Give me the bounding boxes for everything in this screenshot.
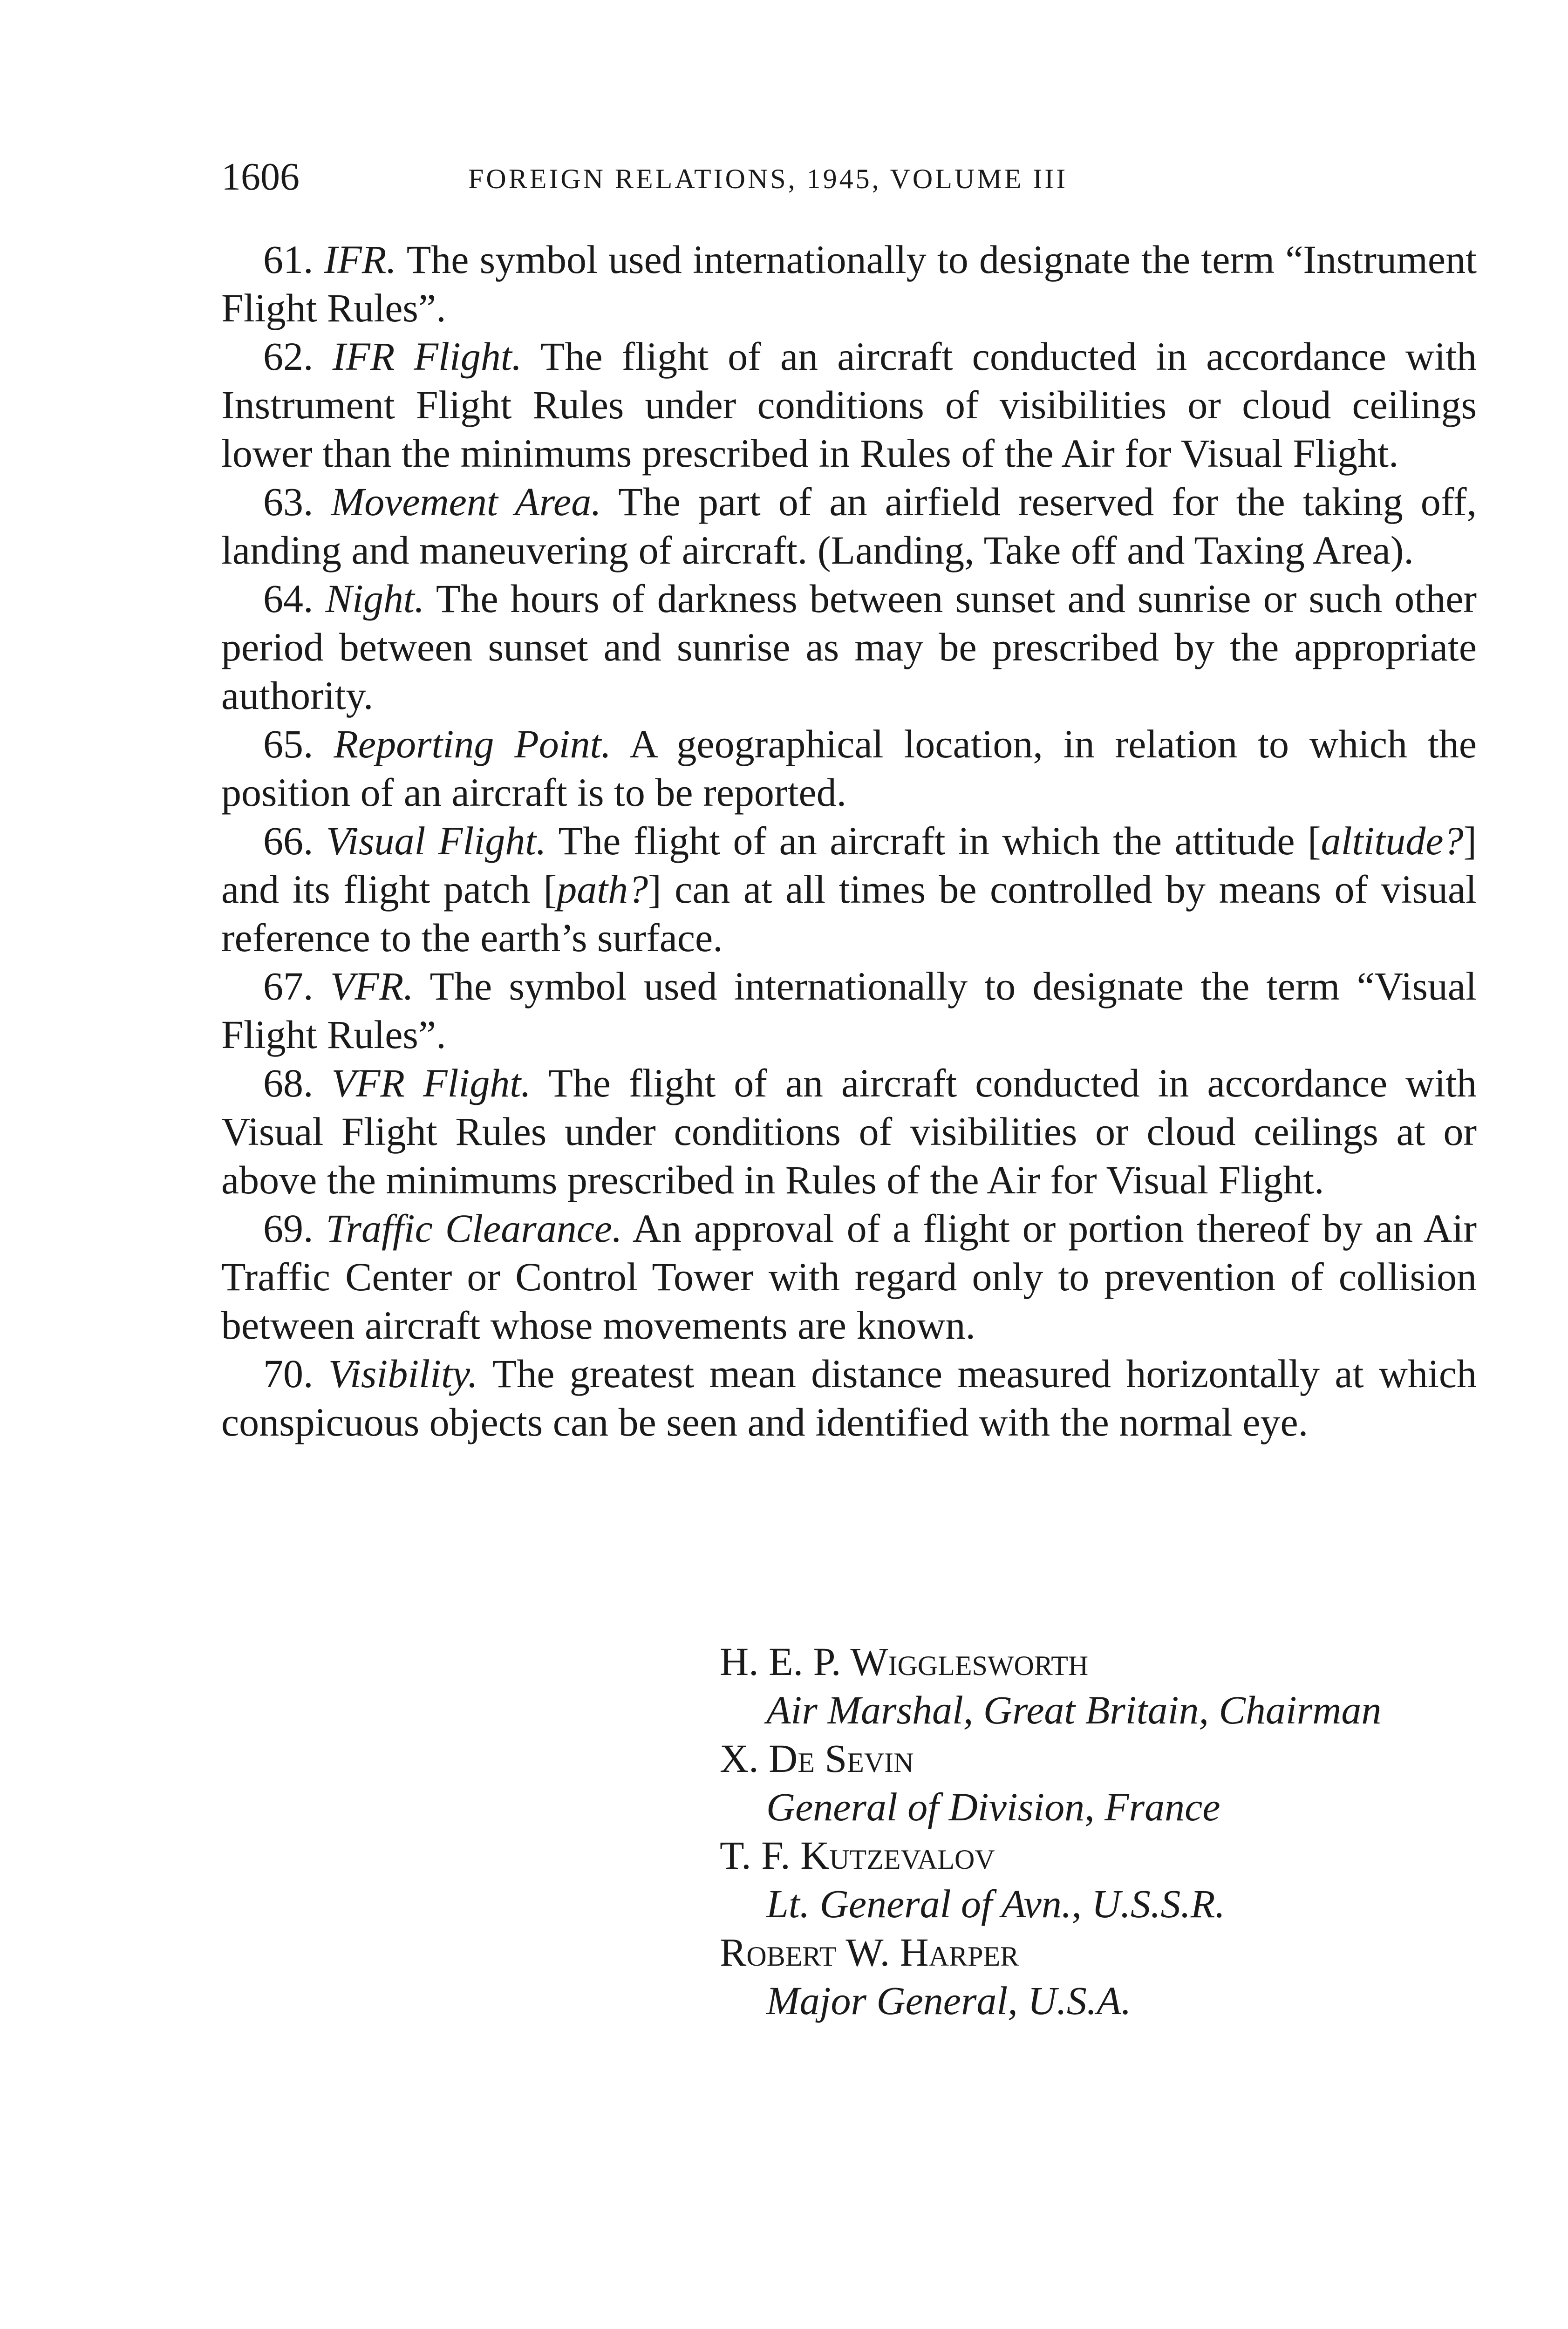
definition-entry — [221, 332, 1477, 477]
entry-text: An approval of a flight or portion thereof by an Air Traffic Center or Control Tower with regard only to prevention of collision between aircraft whose movements are known. — [221, 1206, 1477, 1348]
entry-text: The hours of darkness between sunset and sunrise or such other period between sunset and sunrise as may be prescribed by the appropriate authority. — [221, 576, 1477, 718]
page-number: 1606 — [221, 155, 300, 198]
entry-term: Movement Area. — [331, 479, 601, 524]
signatory-title: Lt. General of Avn., U.S.S.R. — [766, 1881, 1225, 1926]
entry-number: 61. — [263, 237, 314, 282]
entry-text-part: ] can at all times be controlled by means of visual reference to the earth’s surface. — [221, 867, 1477, 960]
entry-number: 68. — [263, 1061, 314, 1105]
entry-number: 63. — [263, 479, 314, 524]
entry-number: 65. — [263, 722, 314, 766]
entry-term: IFR Flight. — [332, 334, 522, 379]
entry-term: Reporting Point. — [334, 722, 612, 766]
editorial-note: path? — [557, 867, 648, 912]
definition-entry — [221, 1204, 1477, 1349]
signatory-title: Major General, U.S.A. — [766, 1978, 1132, 2023]
definition-entry — [221, 962, 1477, 1059]
entry-text: The part of an airfield reserved for the taking off, landing and maneuvering of aircraft. (Landing, Take off and Taxing Area). — [221, 479, 1477, 572]
definition-entry — [221, 1349, 1477, 1446]
entry-text: A geographical location, in relation to which the position of an aircraft is to be reported. — [221, 722, 1477, 815]
definition-entry — [221, 1059, 1477, 1204]
editorial-note: altitude? — [1321, 818, 1464, 863]
entry-text: The greatest mean distance measured horizontally at which conspicuous objects can be seen and identified with the normal eye. — [221, 1351, 1477, 1444]
entry-term: Visibility. — [328, 1351, 478, 1396]
entry-term: VFR Flight. — [331, 1061, 531, 1105]
entry-number: 70. — [263, 1351, 314, 1396]
entry-text-part: The flight of an aircraft in which the attitude [ — [558, 818, 1321, 863]
signatory-title: Air Marshal, Great Britain, Chairman — [766, 1688, 1382, 1732]
definition-entry — [221, 477, 1477, 574]
entry-text-part: ] and its flight patch [ — [221, 818, 1477, 912]
entry-number: 69. — [263, 1206, 314, 1251]
entry-term: Night. — [325, 576, 425, 621]
signatory-name: T. F. Kutzevalov — [720, 1833, 995, 1878]
signatory-name: Robert W. Harper — [720, 1930, 1019, 1975]
entry-text: The symbol used internationally to designate the term “Visual Flight Rules”. — [221, 964, 1477, 1057]
definition-entry — [221, 817, 1477, 962]
signatory-name: X. De Sevin — [720, 1736, 914, 1781]
signatory-title: General of Division, France — [766, 1784, 1220, 1829]
entry-term: Traffic Clearance. — [326, 1206, 622, 1251]
definition-entry — [221, 235, 1477, 332]
entry-number: 67. — [263, 964, 314, 1008]
entry-term: VFR. — [330, 964, 414, 1008]
entry-number: 62. — [263, 334, 314, 379]
signature-block — [720, 1637, 1512, 2025]
entry-term: IFR. — [324, 237, 396, 282]
page-header — [221, 154, 1293, 200]
signatory-name: H. E. P. Wigglesworth — [720, 1639, 1089, 1684]
entry-number: 66. — [263, 818, 314, 863]
running-head: FOREIGN RELATIONS, 1945, VOLUME III — [468, 163, 1068, 194]
entry-text: The flight of an aircraft conducted in accordance with Visual Flight Rules under conditions of visibilities or cloud ceilings at or above the minimums prescribed in Rules of the Air for Visual Flight. — [221, 1061, 1477, 1202]
entry-term: Visual Flight. — [326, 818, 546, 863]
definition-entry — [221, 720, 1477, 817]
definitions-list — [221, 235, 1477, 1446]
entry-text: The symbol used internationally to designate the term “Instrument Flight Rules”. — [221, 237, 1477, 330]
definition-entry — [221, 574, 1477, 720]
entry-number: 64. — [263, 576, 314, 621]
entry-text: The flight of an aircraft conducted in accordance with Instrument Flight Rules under conditions of visibilities or cloud ceilings lower than the minimums prescribed in Rules of the Air for Visual Flight. — [221, 334, 1477, 476]
